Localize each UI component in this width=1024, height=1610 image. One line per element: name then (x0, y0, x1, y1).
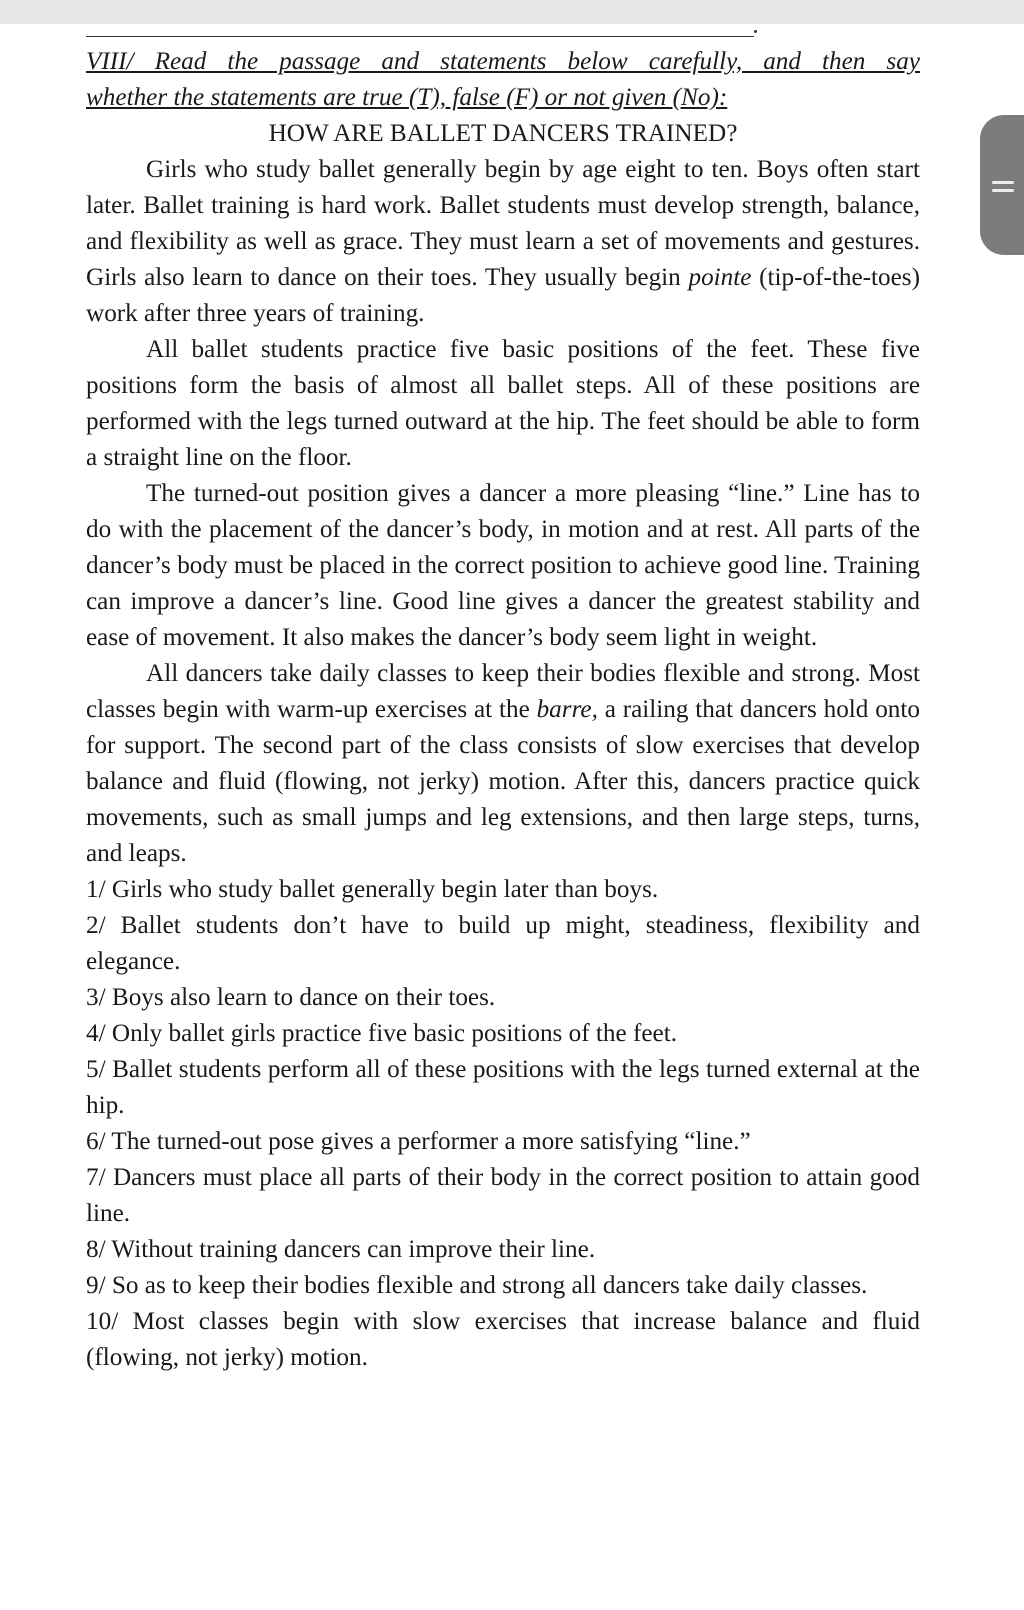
top-rule-line (86, 36, 754, 37)
document-page (86, 44, 920, 1376)
paragraph-text: All dancers take daily classes to keep their bodies flexible and strong. Most classes begin with warm-up exercises at the (86, 660, 920, 723)
paragraph-text: a railing that dancers hold onto for support. The second part of the class consists of slow exercises that develop balance and fluid (flowing, not jerky) motion. After this, dancers practice quick movements, such as small jumps and leg extensions, and then large steps, turns, and leaps. (86, 696, 920, 867)
passage-paragraph-3: The turned-out position gives a dancer a more pleasing “line.” Line has to do with the placement of the dancer’s body, in motion and at rest. All parts of the dancer’s body must be placed in the correct position to achieve good line. Training can improve a dancer’s line. Good line gives a dancer the greatest stability and ease of movement. It also makes the dancer’s body seem light in weight. (86, 480, 920, 651)
passage-paragraph-2: All ballet students practice five basic positions of the feet. These five positions form the basis of almost all ballet steps. All of these positions are performed with the legs turned outward at the hip. The feet should be able to form a straight line on the floor. (86, 336, 920, 471)
statement-5: 5/ Ballet students perform all of these positions with the legs turned external at the hip. (86, 1056, 920, 1119)
paragraph-text: (tip-of-the-toes) work after three years of training. (86, 264, 920, 327)
viewer-top-bar (0, 0, 1024, 24)
statement-9: 9/ So as to keep their bodies flexible and strong all dancers take daily classes. (86, 1272, 868, 1299)
italic-term: pointe (688, 264, 752, 291)
passage-paragraph-1 (86, 152, 920, 332)
statement-2: 2/ Ballet students don’t have to build up might, steadiness, flexibility and elegance. (86, 912, 920, 975)
statement-3: 3/ Boys also learn to dance on their toes. (86, 984, 496, 1011)
rule-dot (754, 30, 757, 33)
instruction-line-1: VIII/ Read the passage and statements below carefully, and then say (86, 48, 920, 75)
instruction-line-2: whether the statements are true (T), false (F) or not given (No): (86, 84, 728, 111)
statement-10: 10/ Most classes begin with slow exercises that increase balance and fluid (flowing, not jerky) motion. (86, 1308, 920, 1371)
statement-6: 6/ The turned-out pose gives a performer a more satisfying “line.” (86, 1128, 751, 1155)
statement-4: 4/ Only ballet girls practice five basic positions of the feet. (86, 1020, 678, 1047)
grip-line-icon (992, 189, 1014, 192)
grip-line-icon (992, 181, 1014, 184)
statement-1: 1/ Girls who study ballet generally begin later than boys. (86, 876, 659, 903)
passage-title: HOW ARE BALLET DANCERS TRAINED? (268, 120, 738, 147)
statement-8: 8/ Without training dancers can improve their line. (86, 1236, 596, 1263)
italic-term: barre, (536, 696, 598, 723)
passage-paragraph-4 (86, 656, 920, 872)
paragraph-text: Girls who study ballet generally begin by age eight to ten. Boys often start later. Ballet training is hard work. Ballet students must develop strength, balance, and flexibility as well as grace. They must learn a set of movements and gestures. Girls also learn to dance on their toes. They usually begin (86, 156, 920, 291)
statement-7: 7/ Dancers must place all parts of their body in the correct position to attain good line. (86, 1164, 920, 1227)
scroll-handle[interactable] (980, 115, 1024, 255)
